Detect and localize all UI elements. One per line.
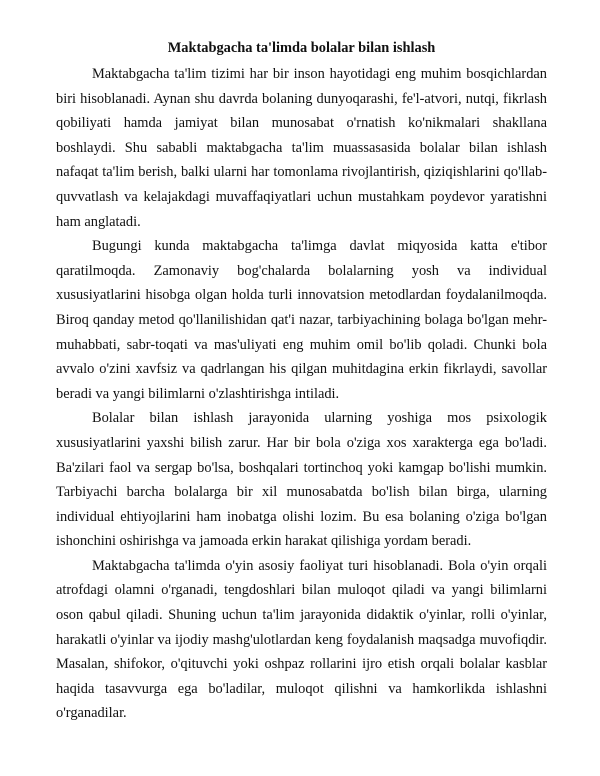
- paragraph-state-attention: Bugungi kunda maktabgacha ta'limga davlat miqyosida katta e'tibor qaratilmoqda. Zamonaviy bog'chalarda bolalarning yosh va individual xususiyatlarini hisobga olgan holda turli innovatsion metodlardan foydalanilmoqda. Biroq qanday metod qo'llanilishidan qat'i nazar, tarbiyachining bolaga bo'lgan mehr-muhabbati, sabr-toqati va mas'uliyati eng muhim omil bo'lib qoladi. Chunki bola avvalo o'zini xavfsiz va qadrlangan his qilgan muhitdagina erkin fikrlaydi, savollar beradi va yangi bilimlarni o'zlashtirishga intiladi.: [56, 238, 547, 402]
- paragraph-psychology: Bolalar bilan ishlash jarayonida ularning yoshiga mos psixologik xususiyatlarini yaxshi bilish zarur. Har bir bola o'ziga xos xarakterga ega bo'ladi. Ba'zilari faol va sergap bo'lsa, boshqalari tortinchoq yoki kamgap bo'lishi mumkin. Tarbiyachi barcha bolalarga bir xil munosabatda bo'lish bilan birga, ularning individual ehtiyojlarini ham inobatga olishi lozim. Bu esa bolaning o'ziga bo'lgan ishonchini oshirishga va jamoada erkin harakat qilishiga yordam beradi.: [56, 410, 547, 550]
- document-body: [56, 38, 547, 726]
- paragraph-play: Maktabgacha ta'limda o'yin asosiy faoliyat turi hisoblanadi. Bola o'yin orqali atrofdagi olamni o'rganadi, tengdoshlari bilan muloqot qiladi va yangi bilimlarni oson qabul qiladi. Shuning uchun ta'lim jarayonida didaktik o'yinlar, rolli o'yinlar, harakatli o'yinlar va ijodiy mashg'ulotlardan keng foydalanish maqsadga muvofiqdir. Masalan, shifokor, o'qituvchi yoki oshpaz rollarini ijro etish orqali bolalar kasblar haqida tasavvurga ega bo'ladilar, muloqot qilishni va hamkorlikda ishlashni o'rganadilar.: [56, 557, 547, 722]
- paragraph-intro: Maktabgacha ta'lim tizimi har bir inson hayotidagi eng muhim bosqichlardan biri hisoblanadi. Aynan shu davrda bolaning dunyoqarashi, fe'l-atvori, nutqi, fikrlash qobiliyati hamda jamiyat bilan munosabat o'rnatish ko'nikmalari shakllana boshlaydi. Shu sababli maktabgacha ta'lim muassasasida bolalar bilan ishlash nafaqat ta'lim berish, balki ularni har tomonlama rivojlantirish, qiziqishlarini qo'llab-quvvatlash va kelajakdagi muvaffaqiyatlari uchun mustahkam poydevor yaratishni ham anglatadi.: [56, 66, 547, 230]
- document-title: Maktabgacha ta'limda bolalar bilan ishlash: [167, 40, 436, 56]
